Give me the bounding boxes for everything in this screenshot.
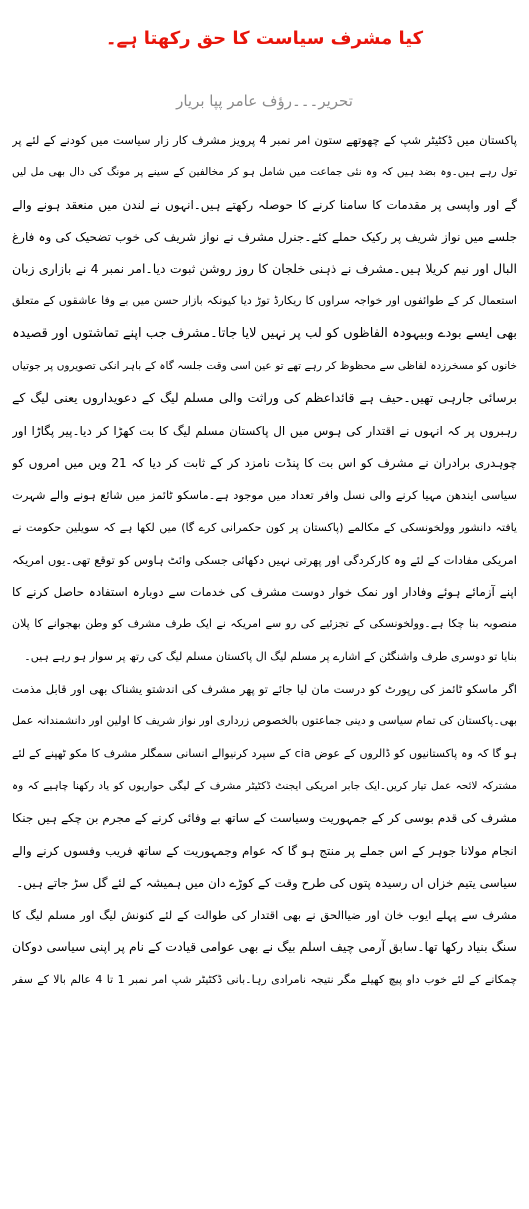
article-line: مشرف سے پہلے ایوب خان اور ضیاالحق نے بھی اقتدار کی طوالت کے لئے کنونش لیگ اور مسلم لیگ کا — [12, 908, 517, 923]
article-line: انجام مولانا جوہر کے اس جملے پر منتج ہو گا کہ عوام وجمہوریت کے ساتھ فریب وفسوں کرنے والے — [12, 843, 517, 858]
article-line: سنگ بنیاد رکھا تھا۔سابق آرمی چیف اسلم بیگ نے بھی عوامی قیادت کے نام پر اپنی سیاسی دوکان — [12, 939, 517, 955]
article-line: اپنے آزمائے ہوئے وفادار اور نمک خوار دوست مشرف کی خدمات سے دوبارہ استفادہ حاصل کرنے کا — [12, 585, 517, 600]
article-line: سیاسی ایندھن مہیا کرنے والی نسل وافر تعداد میں موجود ہے۔ماسکو ٹائمز میں شائع ہونے والے شہرت — [12, 488, 517, 503]
article-line: منصوبہ بنا چکا ہے۔وولخونسکی کے تجزئیے کی رو سے امریکہ نے ایک طرف مشرف کو وطن بھجوانے کا پلان — [12, 617, 517, 631]
article-line: البال اور نیم کریلا ہیں۔مشرف نے ذہنی خلجان کا روز روشن ثبوت دیا۔امر نمبر 4 نے بازاری زبان — [12, 261, 517, 277]
article-line: برسائی جارہی تھیں۔حیف ہے قائداعظم کی وراثت والی مسلم لیگ کے دعویداروں یعنی لیگ کے — [12, 390, 517, 406]
article-line: چمکانے کے لئے خوب داو پیچ کھیلے مگر نتیجہ نامرادی رہا۔بانی ڈکٹیٹر شپ امر نمبر 1 تا 4 عالم بالا کے سفر — [12, 972, 517, 986]
article-line: گے اور واپسی پر مقدمات کا سامنا کرنے کا حوصلہ رکھتے ہیں۔انہوں نے لندن میں منعقد ہونے والے — [12, 197, 517, 212]
article-line: سیاسی یتیم خزاں اں رسیدہ پتوں کی طرح وقت کے کوڑے دان میں ہمیشہ کے لئے گل سڑ جاتے ہیں۔ — [16, 875, 517, 890]
article-line: تول رہے ہیں۔وہ بضد ہیں کہ وہ نئی جماعت میں شامل ہو کر مخالفین کے سینے پر مونگ کی دال بھی مل لیں — [12, 166, 517, 179]
article-line: بھی۔پاکستان کی تمام سیاسی و دینی جماعتوں بالخصوص زرداری اور نواز شریف کا اولین اور دانشمندانہ عمل — [12, 714, 517, 728]
article-title: کیا مشرف سیاست کا حق رکھتا ہے۔ — [105, 28, 424, 49]
article-line: یافتہ دانشور وولخونسکی کے مکالمے (پاکستان پر کون حکمرانی کرے گا) میں لکھا ہے کہ سویلین حکومت نے — [12, 520, 517, 534]
article-line: امریکی مفادات کے لئے وہ کارکردگی اور پھرتی نہیں دکھائی جسکی وائٹ ہاوس کو توقع تھی۔یوں امریکہ — [12, 552, 517, 567]
article-line: بنایا تو دوسری طرف واشنگٹن کے اشارے پر مسلم لیگ ال پاکستان مسلم لیگ کی رتھ پر سوار ہو رہے ہیں۔ — [24, 649, 517, 663]
article-line: رہبروں پر کہ انہوں نے اقتدار کی ہوس میں ال پاکستان مسلم لیگ کا بت کھڑا کر دیا۔پیر پگاڑا اور — [12, 423, 517, 438]
article-line: خانوں کو مسخرزدہ لفاظی سے محظوظ کر رہے تھے تو عین اسی وقت جلسہ گاہ کے باہر انکی تصویروں پر جوتیاں — [12, 360, 517, 373]
article-line: اگر ماسکو ٹائمز کی رپورٹ کو درست مان لیا جائے تو پھر مشرف کی اندشتو یشناک بھی اور قابل مذمت — [12, 682, 517, 697]
article-line: چوہدری برادران نے مشرف کو اس بت کا پنڈت نامزد کر کے ثابت کر دیا کہ 21 ویں میں امروں کو — [12, 455, 517, 470]
article-line: جلسے میں نواز شریف پر رکیک حملے کئے۔جنرل مشرف نے نواز شریف کی خوب تضحیک کی وہ فارغ — [12, 229, 517, 244]
article-body — [12, 124, 517, 996]
article-line: ہو گا کہ وہ پاکستانیوں کو ڈالروں کے عوض cia کے سپرد کرنیوالے انسانی سمگلر مشرف کا مکو ٹھپنے کے لئے — [12, 746, 517, 760]
article-line: بھی ایسے بودے وبیہودہ الفاظوں کو لب پر نہیں لایا جاتا۔مشرف جب اپنے تماشتوں اور قصیدہ — [12, 325, 517, 341]
article-line: مشترکہ لائحہ عمل تیار کریں۔ایک جابر امریکی ایجنٹ ڈکٹیٹر مشرف کے لیگی حواریوں کو یاد رکھنا چاہیے کہ وہ — [12, 779, 517, 792]
article-line: پاکستان میں ڈکٹیٹر شپ کے چھوتھے ستون امر نمبر 4 پرویز مشرف کار زار سیاست میں کودنے کے لئے پر — [12, 133, 517, 147]
article-byline: تحریر۔۔۔رؤف عامر پپا بریار — [176, 92, 353, 110]
article-line: استعمال کر کے طوائفوں اور خواجہ سراوں کا ریکارڈ توڑ دیا کیونکہ بازار حسن میں بے وفا عاشقوں کے متعلق — [12, 294, 517, 308]
article-line: مشرف کی قدم بوسی کر کے جمہوریت وسیاست کے ساتھ بے وفائی کرنے کے مجرم بن چکے ہیں جنکا — [12, 811, 517, 826]
